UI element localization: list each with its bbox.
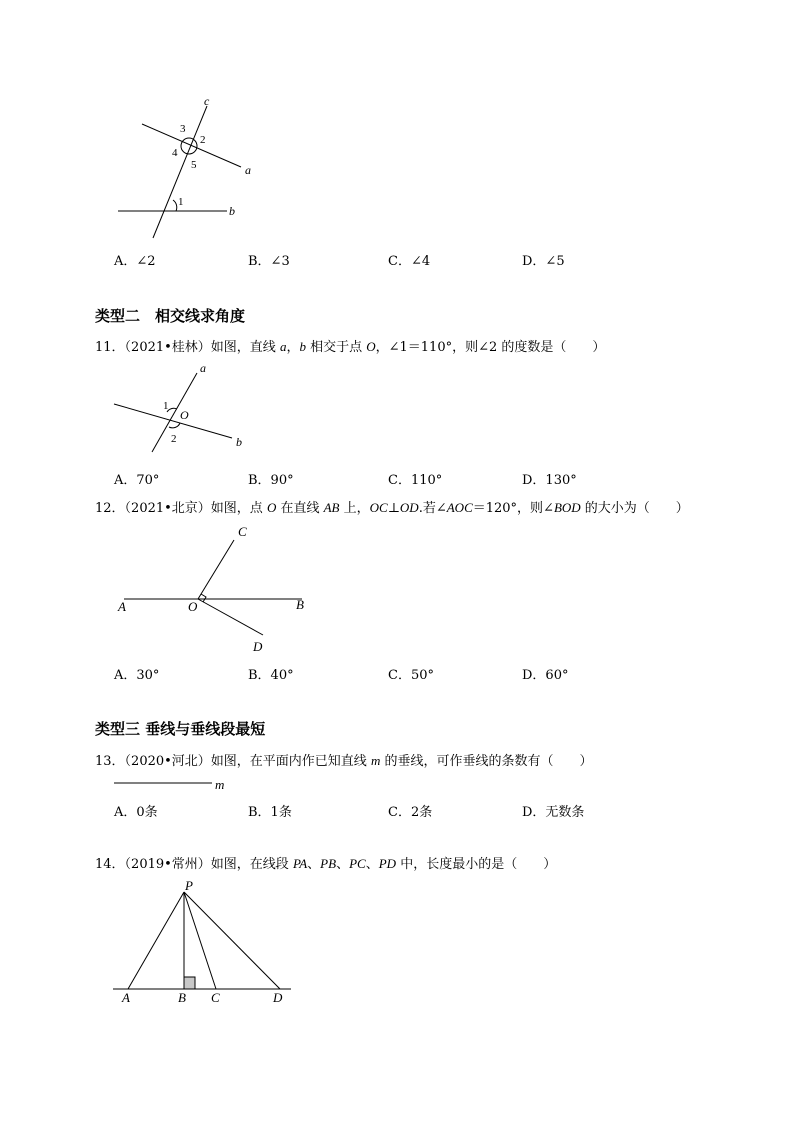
q14-figure <box>105 875 305 1015</box>
q11-option-a[interactable]: A．70° <box>114 473 160 488</box>
q10-label-1: 1 <box>178 196 184 208</box>
q12-option-d[interactable]: D．60° <box>522 668 569 683</box>
q14-segment-pa <box>128 892 184 989</box>
q11-angle2-arc <box>169 423 180 428</box>
q12-ray-oc <box>198 540 234 599</box>
q12-label-a: A <box>118 599 126 614</box>
q10-option-c[interactable]: C．∠4 <box>388 254 431 269</box>
q14-label-a: A <box>122 990 130 1005</box>
section-heading-2: 类型二 相交线求角度 <box>95 307 246 325</box>
q12-label-d: D <box>253 639 263 654</box>
q12-stem-t4: ＝120°，则∠ <box>472 501 554 516</box>
q14-label-b: B <box>178 990 186 1005</box>
q10-label-c: c <box>204 94 210 108</box>
q10-label-4: 4 <box>172 147 178 159</box>
q13-option-b[interactable]: B．1条 <box>248 805 292 820</box>
q10-label-3: 3 <box>180 123 186 135</box>
q11-label-o: O <box>180 408 189 422</box>
q12-var-o: O <box>266 500 277 515</box>
q12-option-a[interactable]: A．30° <box>114 668 160 683</box>
q14-segment-pc <box>184 892 216 989</box>
q13-stem-suffix: 的垂线，可作垂线的条数有（ ） <box>380 754 593 769</box>
q14-right-angle-mark <box>184 977 195 989</box>
q12-perp-symbol: ⊥ <box>387 501 400 516</box>
q11-var-b: b <box>299 339 306 354</box>
q13-option-c[interactable]: C．2条 <box>388 805 433 820</box>
q12-stem-t5: 的大小为（ ） <box>580 501 689 516</box>
q11-stem <box>95 336 605 355</box>
q13-label-m: m <box>215 777 225 792</box>
q14-stem-prefix: 14．（2019•常州）如图，在线段 <box>95 857 293 872</box>
q10-figure <box>105 92 275 247</box>
q12-stem-prefix: 12．（2021•北京）如图，点 <box>95 501 267 516</box>
q12-label-c: C <box>238 524 247 539</box>
q14-label-d: D <box>273 990 283 1005</box>
q10-angle1-arc <box>173 200 177 211</box>
q11-option-b[interactable]: B．90° <box>248 473 294 488</box>
q12-ray-od <box>198 599 263 635</box>
q14-var-pa: PA <box>292 856 308 871</box>
q12-option-c[interactable]: C．50° <box>388 668 434 683</box>
q11-stem-mid: 相交于点 <box>305 340 367 355</box>
q13-figure <box>110 775 235 795</box>
q13-option-a[interactable]: A．0条 <box>114 805 158 820</box>
q12-figure <box>110 520 320 660</box>
q11-label-2: 2 <box>171 433 177 445</box>
q14-stem <box>95 853 556 872</box>
q11-figure <box>105 360 265 455</box>
q12-stem-t3: .若∠ <box>418 501 447 516</box>
q13-var-m: m <box>370 753 381 768</box>
q11-var-o: O <box>366 339 376 354</box>
q11-label-a: a <box>200 361 206 375</box>
q11-var-a: a <box>279 339 287 354</box>
q13-stem <box>95 750 592 769</box>
q10-label-a: a <box>245 163 251 177</box>
q10-label-2: 2 <box>200 134 206 146</box>
q11-option-d[interactable]: D．130° <box>522 473 577 488</box>
q14-var-pd: PD <box>378 856 397 871</box>
q10-angle-marks <box>181 138 197 154</box>
q11-label-b: b <box>236 435 242 449</box>
q14-label-c: C <box>211 990 220 1005</box>
q14-sep-3: 、 <box>365 857 379 872</box>
q11-option-c[interactable]: C．110° <box>388 473 443 488</box>
q11-label-1: 1 <box>163 400 169 412</box>
q14-sep-1: 、 <box>307 857 321 872</box>
q14-stem-suffix: 中，长度最小的是（ ） <box>396 857 557 872</box>
section-heading-3: 类型三 垂线与垂线段最短 <box>95 720 266 738</box>
q14-label-p: P <box>185 878 193 893</box>
q12-stem <box>95 497 689 516</box>
q10-option-b[interactable]: B．∠3 <box>248 254 290 269</box>
q11-stem-suffix: ，∠1＝110°，则∠2 的度数是（ ） <box>375 340 606 355</box>
q11-stem-sep: ， <box>286 340 300 355</box>
q14-var-pb: PB <box>320 856 337 871</box>
q11-stem-prefix: 11．（2021•桂林）如图，直线 <box>95 340 280 355</box>
q10-label-5: 5 <box>191 159 197 171</box>
q10-option-d[interactable]: D．∠5 <box>522 254 565 269</box>
q14-sep-2: 、 <box>336 857 350 872</box>
q10-option-a[interactable]: A．∠2 <box>114 254 156 269</box>
q12-label-o: O <box>188 599 198 614</box>
q12-stem-t1: 在直线 <box>276 501 324 516</box>
q13-stem-prefix: 13．（2020•河北）如图，在平面内作已知直线 <box>95 754 371 769</box>
q12-var-od: OD <box>399 500 419 515</box>
q14-var-pc: PC <box>349 856 366 871</box>
q12-option-b[interactable]: B．40° <box>248 668 294 683</box>
q12-var-ab: AB <box>323 500 340 515</box>
q10-label-b: b <box>229 204 235 218</box>
q12-stem-t2: 上， <box>339 501 370 516</box>
q12-var-oc: OC <box>369 500 388 515</box>
q13-option-d[interactable]: D．无数条 <box>522 805 585 820</box>
q12-var-bod: BOD <box>553 500 581 515</box>
q12-label-b: B <box>296 597 304 612</box>
q12-var-aoc: AOC <box>446 500 473 515</box>
q14-segment-pd <box>184 892 280 989</box>
